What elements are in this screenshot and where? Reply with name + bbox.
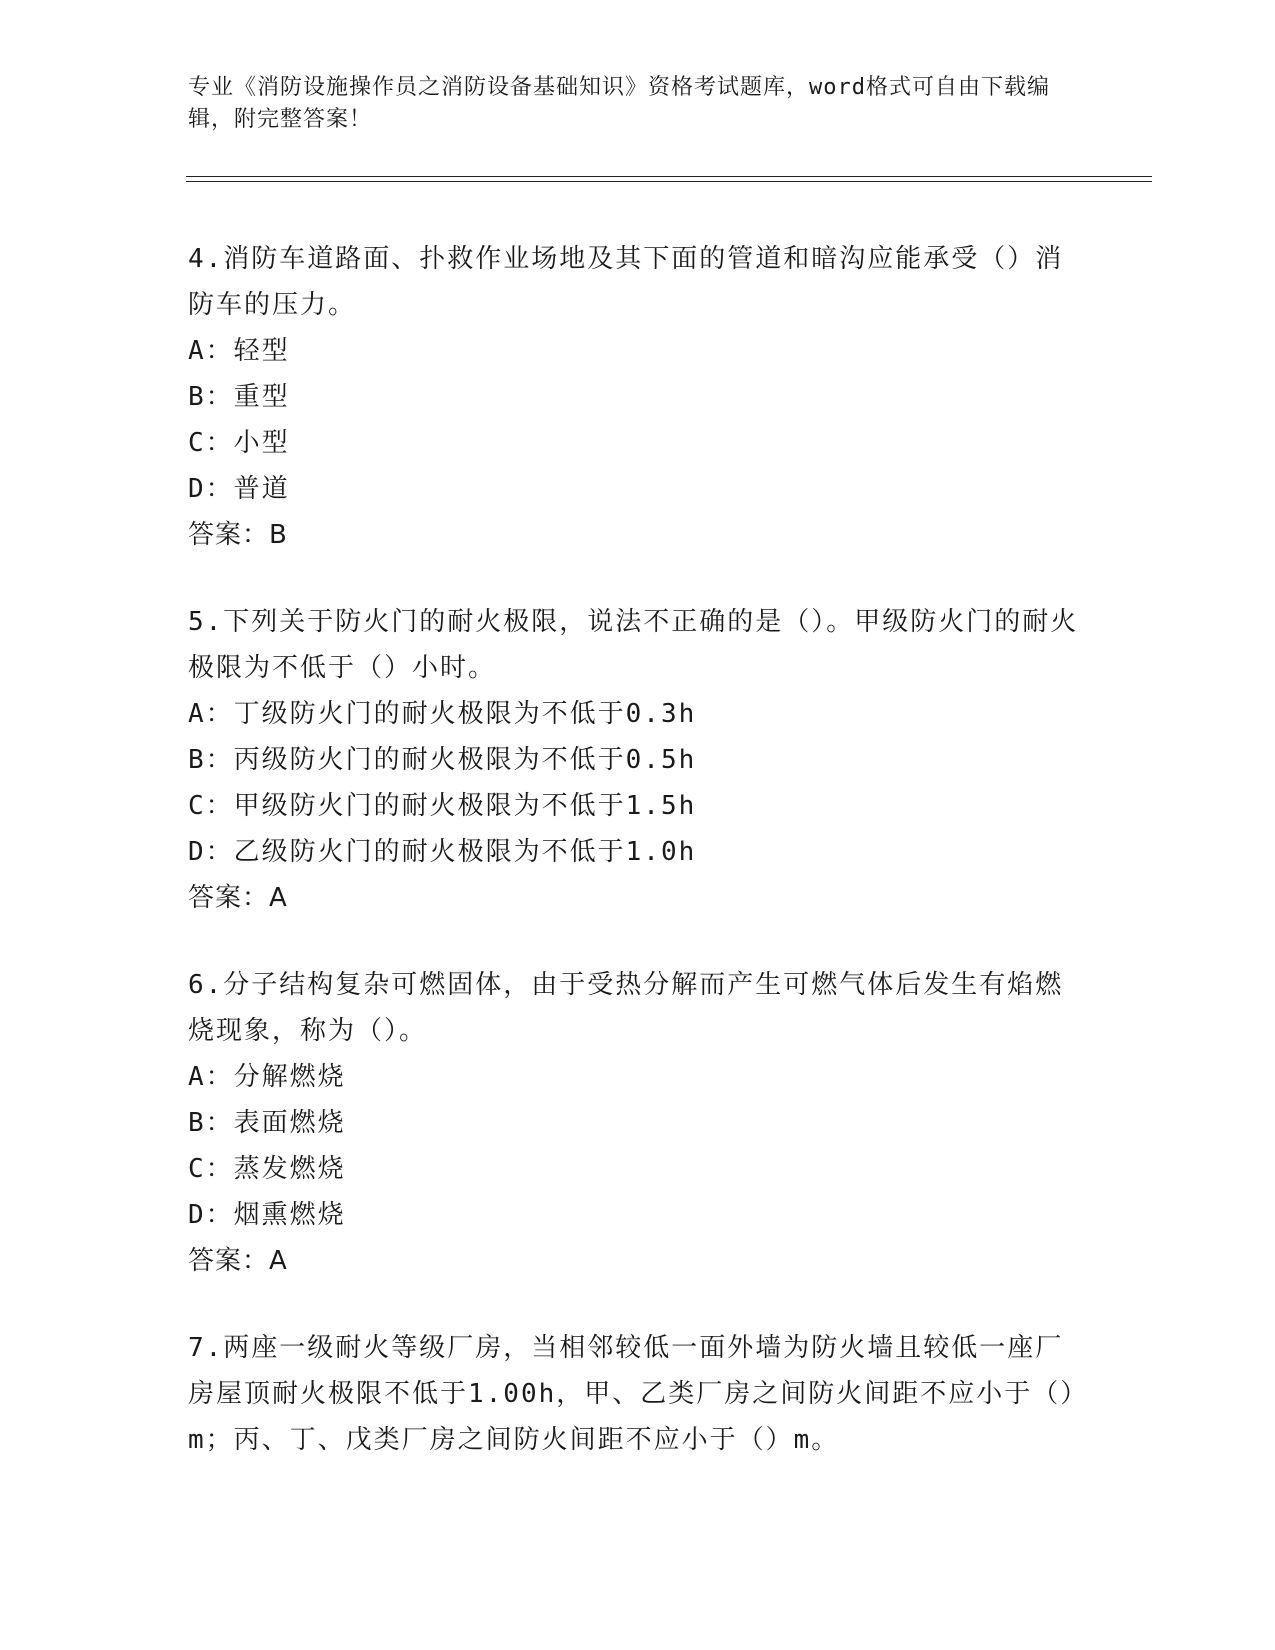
option-d: D：乙级防火门的耐火极限为不低于1.0h — [188, 837, 697, 867]
option-c: C：小型 — [188, 428, 290, 458]
answer-line: 答案：A — [188, 883, 288, 913]
question-list — [188, 236, 1088, 1504]
option-c: C：甲级防火门的耐火极限为不低于1.5h — [188, 791, 697, 821]
option-d: D：普道 — [188, 474, 290, 504]
question-7 — [188, 1325, 1088, 1463]
question-4 — [188, 236, 1088, 558]
header-rule-top — [186, 176, 1152, 177]
option-b: B：表面燃烧 — [188, 1108, 346, 1138]
document-header — [188, 72, 1068, 136]
option-a: A：轻型 — [188, 336, 290, 366]
header-text: 专业《消防设施操作员之消防设备基础知识》资格考试题库，word格式可自由下载编辑，附完整答案！ — [188, 75, 1050, 132]
option-b: B：丙级防火门的耐火极限为不低于0.5h — [188, 745, 697, 775]
question-stem: 6.分子结构复杂可燃固体，由于受热分解而产生可燃气体后发生有焰燃烧现象，称为（）。 — [188, 970, 1064, 1046]
question-stem: 7.两座一级耐火等级厂房，当相邻较低一面外墙为防火墙且较低一座厂房屋顶耐火极限不低于1.00h，甲、乙类厂房之间防火间距不应小于（）m；丙、丁、戊类厂房之间防火间距不应小于（）m。 — [188, 1333, 1076, 1455]
answer-line: 答案：A — [188, 1246, 288, 1276]
question-stem: 4.消防车道路面、扑救作业场地及其下面的管道和暗沟应能承受（）消防车的压力。 — [188, 244, 1064, 320]
option-c: C：蒸发燃烧 — [188, 1154, 346, 1184]
question-6 — [188, 962, 1088, 1284]
option-d: D：烟熏燃烧 — [188, 1200, 346, 1230]
option-a: A：丁级防火门的耐火极限为不低于0.3h — [188, 699, 697, 729]
question-5 — [188, 599, 1088, 921]
header-rule-bottom — [186, 181, 1152, 182]
answer-line: 答案：B — [188, 520, 288, 550]
option-b: B：重型 — [188, 382, 290, 412]
question-stem: 5.下列关于防火门的耐火极限，说法不正确的是（）。甲级防火门的耐火极限为不低于（）小时。 — [188, 607, 1079, 683]
option-a: A：分解燃烧 — [188, 1062, 346, 1092]
